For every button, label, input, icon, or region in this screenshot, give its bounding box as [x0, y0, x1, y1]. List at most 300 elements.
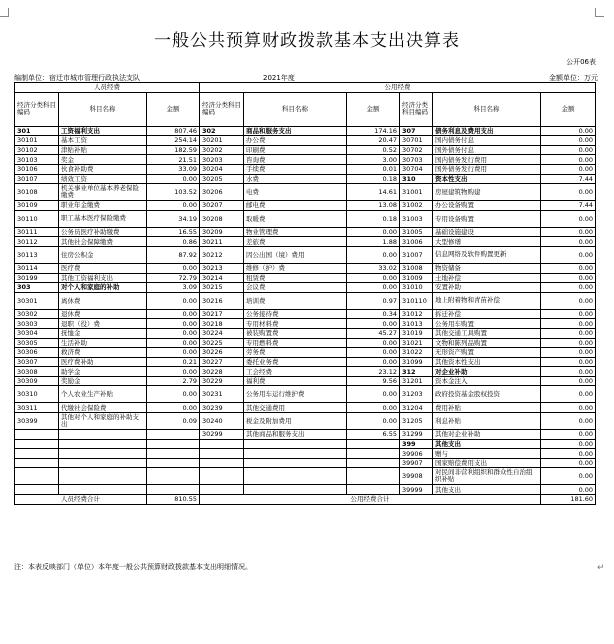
table-row: [15, 145, 596, 155]
table-row: [15, 376, 596, 386]
table-row: [15, 439, 596, 449]
cell-amount: 0.00: [541, 155, 596, 165]
cell-amount: 21.51: [147, 155, 200, 165]
cell-code: 30703: [400, 155, 433, 165]
cell-amount: 0.00: [541, 413, 596, 430]
cell-code: 31006: [400, 237, 433, 247]
cell-amount: 13.08: [347, 201, 400, 211]
cell-code: 30311: [15, 403, 59, 413]
cell-code: 310: [400, 174, 433, 184]
cell-name: 对企业补助: [433, 367, 541, 377]
cell-code: 30206: [200, 184, 244, 201]
cell-name: 物业管理费: [244, 227, 347, 237]
table-row: [15, 449, 596, 459]
cell-amount: 7.44: [541, 174, 596, 184]
cell-amount: 87.92: [147, 246, 200, 263]
cell-code: 30218: [200, 319, 244, 329]
cell-name: 其他支出: [433, 439, 541, 449]
cell-code: 30239: [200, 403, 244, 413]
cell-name: 退职（役）费: [59, 319, 147, 329]
cell-amount: 174.16: [347, 126, 400, 136]
table-row: [15, 468, 596, 485]
cell-name: 代缴社会保险费: [59, 403, 147, 413]
money-unit: 金额单位：万元: [549, 74, 598, 82]
cell-code: 30229: [200, 376, 244, 386]
cell-amount: 72.79: [147, 273, 200, 283]
cell-amount: 0.00: [147, 348, 200, 358]
table-row: [15, 413, 596, 430]
cell-name: 无形资产购置: [433, 348, 541, 358]
public-total-value: 181.60: [541, 495, 596, 505]
personnel-total-value: 810.55: [147, 495, 200, 505]
cell-name: 手续费: [244, 164, 347, 174]
cell-code: [200, 468, 244, 485]
cell-amount: 0.00: [541, 458, 596, 468]
cell-amount: 0.00: [347, 283, 400, 293]
cell-amount: 34.19: [147, 210, 200, 227]
cell-name: 对个人和家庭的补助: [59, 283, 147, 293]
cell-code: 30108: [15, 184, 59, 201]
cell-amount: 0.00: [541, 468, 596, 485]
table-row: [15, 237, 596, 247]
cell-amount: 0.34: [347, 309, 400, 319]
cell-name: 助学金: [59, 367, 147, 377]
cell-name: [244, 449, 347, 459]
cell-amount: 0.00: [541, 367, 596, 377]
cell-name: 伙食补助费: [59, 164, 147, 174]
cell-amount: 0.00: [541, 430, 596, 440]
cell-code: 30106: [15, 164, 59, 174]
cell-name: 其他社会保障缴费: [59, 237, 147, 247]
footnote: 注：本表反映部门（单位）本年度一般公共预算财政拨款基本支出明细情况。: [14, 563, 252, 571]
cell-name: 医疗费补助: [59, 357, 147, 367]
cell-amount: 3.09: [147, 283, 200, 293]
cell-amount: 0.00: [541, 328, 596, 338]
col-econ-code-header: 经济分类科目编码: [15, 92, 59, 126]
cell-name: 机关事业单位基本养老保险缴费: [59, 184, 147, 201]
cell-amount: 0.00: [347, 338, 400, 348]
cell-amount: 0.00: [541, 184, 596, 201]
cell-amount: 103.52: [147, 184, 200, 201]
cell-name: 商品和服务支出: [244, 126, 347, 136]
cell-code: 30240: [200, 413, 244, 430]
cell-name: [244, 485, 347, 495]
cell-name: [59, 468, 147, 485]
cell-code: 39908: [400, 468, 433, 485]
cell-amount: 0.00: [147, 201, 200, 211]
cell-name: 赠与: [433, 449, 541, 459]
cell-amount: 0.00: [147, 328, 200, 338]
cell-amount: [147, 430, 200, 440]
cell-code: 302: [200, 126, 244, 136]
personnel-group-header: 人员经费: [15, 83, 200, 93]
cell-code: 31005: [400, 227, 433, 237]
cell-code: 30309: [15, 376, 59, 386]
cell-code: 30209: [200, 227, 244, 237]
col-amount-header: 金额: [347, 92, 400, 126]
cell-name: 大型修缮: [433, 237, 541, 247]
cell-amount: 0.00: [541, 338, 596, 348]
cell-name: 国外债务付息: [433, 145, 541, 155]
form-number: 公开06表: [566, 58, 596, 66]
cell-name: 公务员医疗补助缴费: [59, 227, 147, 237]
cell-amount: 0.00: [147, 386, 200, 403]
cell-name: 工资福利支出: [59, 126, 147, 136]
cell-code: 30310: [15, 386, 59, 403]
cell-name: [59, 430, 147, 440]
cell-name: 地上附着物和青苗补偿: [433, 292, 541, 309]
table-row: [15, 184, 596, 201]
cell-name: 基础设施建设: [433, 227, 541, 237]
cell-code: 30399: [15, 413, 59, 430]
cell-amount: 0.00: [147, 319, 200, 329]
cell-code: 30702: [400, 145, 433, 155]
crop-mark-right: [595, 8, 604, 17]
cell-amount: 0.00: [347, 348, 400, 358]
cell-name: 利息补贴: [433, 413, 541, 430]
cell-amount: 0.00: [541, 273, 596, 283]
cell-amount: [347, 485, 400, 495]
cell-name: 其他交通费用: [244, 403, 347, 413]
cell-code: 399: [400, 439, 433, 449]
cell-code: 30226: [200, 348, 244, 358]
cell-code: 310110: [400, 292, 433, 309]
cell-name: 印刷费: [244, 145, 347, 155]
table-row: [15, 174, 596, 184]
cell-code: 30102: [15, 145, 59, 155]
cell-name: 资本性支出: [433, 174, 541, 184]
cell-amount: 0.00: [347, 246, 400, 263]
cell-name: [59, 449, 147, 459]
cell-code: 30204: [200, 164, 244, 174]
cell-amount: [147, 485, 200, 495]
cell-name: 委托业务费: [244, 357, 347, 367]
cell-code: 30109: [15, 201, 59, 211]
cell-code: 31009: [400, 273, 433, 283]
cell-code: 30304: [15, 328, 59, 338]
cell-code: 31012: [400, 309, 433, 319]
cell-amount: [147, 439, 200, 449]
cell-code: [200, 485, 244, 495]
cell-code: [15, 458, 59, 468]
cell-code: 30307: [15, 357, 59, 367]
table-row: [15, 283, 596, 293]
table-row: [15, 309, 596, 319]
cell-name: 国外债务发行费用: [433, 164, 541, 174]
cell-amount: [347, 458, 400, 468]
cell-code: 30306: [15, 348, 59, 358]
cell-amount: 0.00: [541, 449, 596, 459]
cell-amount: 0.18: [347, 210, 400, 227]
cell-amount: 0.09: [147, 413, 200, 430]
cell-code: 30227: [200, 357, 244, 367]
cell-name: 救济费: [59, 348, 147, 358]
cell-code: 31022: [400, 348, 433, 358]
cell-name: [244, 468, 347, 485]
cell-name: 维修（护）费: [244, 263, 347, 273]
cell-amount: 0.00: [347, 319, 400, 329]
cell-code: [200, 449, 244, 459]
cell-amount: 0.00: [541, 376, 596, 386]
cell-code: 31204: [400, 403, 433, 413]
cell-code: 31010: [400, 283, 433, 293]
cell-amount: 0.97: [347, 292, 400, 309]
expenditure-table: [14, 82, 595, 505]
cell-code: 30205: [200, 174, 244, 184]
cell-amount: 0.00: [147, 338, 200, 348]
table-row: [15, 348, 596, 358]
cell-amount: 1.88: [347, 237, 400, 247]
cell-code: 30224: [200, 328, 244, 338]
cell-code: 30308: [15, 367, 59, 377]
cell-amount: 33.09: [147, 164, 200, 174]
cell-name: 专用设备购置: [433, 210, 541, 227]
cell-code: 31002: [400, 201, 433, 211]
cell-name: 其他对个人和家庭的补助支出: [59, 413, 147, 430]
cell-code: 30701: [400, 136, 433, 146]
cell-amount: 0.86: [147, 237, 200, 247]
cell-name: 房屋建筑物购建: [433, 184, 541, 201]
cell-name: 个人农业生产补贴: [59, 386, 147, 403]
cell-code: [200, 439, 244, 449]
cell-code: 31201: [400, 376, 433, 386]
cell-code: 31019: [400, 328, 433, 338]
cell-amount: 0.52: [347, 145, 400, 155]
cell-name: 资本金注入: [433, 376, 541, 386]
table-row: [15, 458, 596, 468]
table-row: [15, 227, 596, 237]
cell-name: 差旅费: [244, 237, 347, 247]
cell-name: 其他对企业补助: [433, 430, 541, 440]
cell-code: 30114: [15, 263, 59, 273]
cell-amount: 0.00: [541, 136, 596, 146]
col-econ-code-header: 经济分类科目编码: [400, 92, 433, 126]
cell-amount: 0.00: [147, 367, 200, 377]
cell-name: 工会经费: [244, 367, 347, 377]
cell-name: 会议费: [244, 283, 347, 293]
cell-name: 租赁费: [244, 273, 347, 283]
cell-code: 30299: [200, 430, 244, 440]
cell-amount: 33.02: [347, 263, 400, 273]
cell-code: 31205: [400, 413, 433, 430]
cell-amount: 0.00: [541, 319, 596, 329]
cell-amount: 0.00: [541, 439, 596, 449]
cell-code: 39906: [400, 449, 433, 459]
col-name-header: 科目名称: [59, 92, 147, 126]
cell-name: [59, 485, 147, 495]
cell-name: 因公出国（境）费用: [244, 246, 347, 263]
cell-amount: 14.61: [347, 184, 400, 201]
page-title: 一般公共预算财政拨款基本支出决算表: [154, 31, 460, 51]
column-header-row: [15, 92, 596, 126]
cell-name: 奖金: [59, 155, 147, 165]
cell-code: 30704: [400, 164, 433, 174]
cell-name: 奖励金: [59, 376, 147, 386]
cell-name: 医疗费: [59, 263, 147, 273]
cell-name: 生活补助: [59, 338, 147, 348]
cell-name: 费用补贴: [433, 403, 541, 413]
cell-code: 31007: [400, 246, 433, 263]
cell-code: 30211: [200, 237, 244, 247]
cell-amount: 3.00: [347, 155, 400, 165]
cell-amount: 807.46: [147, 126, 200, 136]
cell-amount: 0.00: [347, 357, 400, 367]
cell-code: 307: [400, 126, 433, 136]
cell-code: 30111: [15, 227, 59, 237]
cell-amount: [147, 458, 200, 468]
cell-code: [15, 485, 59, 495]
table-row: [15, 367, 596, 377]
cell-amount: 182.59: [147, 145, 200, 155]
cell-code: 30212: [200, 246, 244, 263]
cell-amount: 7.44: [541, 201, 596, 211]
cell-code: 30215: [200, 283, 244, 293]
cell-code: 30214: [200, 273, 244, 283]
cell-amount: 0.00: [147, 174, 200, 184]
cell-code: 30303: [15, 319, 59, 329]
col-amount-header: 金额: [147, 92, 200, 126]
cell-name: 办公费: [244, 136, 347, 146]
cell-amount: [347, 449, 400, 459]
cell-amount: 0.18: [347, 174, 400, 184]
table-row: [15, 126, 596, 136]
table-row: [15, 338, 596, 348]
cell-amount: 254.14: [147, 136, 200, 146]
cell-code: 30203: [200, 155, 244, 165]
cell-name: 退休费: [59, 309, 147, 319]
cell-code: 30228: [200, 367, 244, 377]
totals-row: [15, 495, 596, 505]
table-row: [15, 201, 596, 211]
cell-name: 拆迁补偿: [433, 309, 541, 319]
cell-code: 31001: [400, 184, 433, 201]
crop-mark-left: [0, 8, 9, 17]
cell-code: 30201: [200, 136, 244, 146]
cell-amount: [347, 439, 400, 449]
cell-amount: 0.00: [541, 292, 596, 309]
cell-amount: 0.00: [147, 292, 200, 309]
cell-name: 物资储备: [433, 263, 541, 273]
cell-amount: 0.00: [347, 403, 400, 413]
table-row: [15, 246, 596, 263]
table-row: [15, 357, 596, 367]
cell-name: 取暖费: [244, 210, 347, 227]
cell-name: 土地补偿: [433, 273, 541, 283]
cell-code: 39999: [400, 485, 433, 495]
table-row: [15, 155, 596, 165]
compiling-unit: 编制单位：宿迁市城市管理行政执法支队: [14, 74, 140, 82]
cell-amount: 0.00: [347, 227, 400, 237]
cell-code: 30199: [15, 273, 59, 283]
cell-name: 专用燃料费: [244, 338, 347, 348]
cell-code: [15, 439, 59, 449]
cell-code: 31299: [400, 430, 433, 440]
table-row: [15, 210, 596, 227]
cell-code: 39907: [400, 458, 433, 468]
cell-name: 其他交通工具购置: [433, 328, 541, 338]
cell-amount: 0.00: [541, 386, 596, 403]
cell-amount: 0.00: [541, 145, 596, 155]
cell-name: [59, 458, 147, 468]
cell-code: 31013: [400, 319, 433, 329]
cell-amount: 0.00: [347, 386, 400, 403]
cell-name: [244, 439, 347, 449]
cell-code: 30217: [200, 309, 244, 319]
cell-amount: 20.47: [347, 136, 400, 146]
table-row: [15, 430, 596, 440]
col-econ-code-header: 经济分类科目编码: [200, 92, 244, 126]
cell-amount: [147, 468, 200, 485]
table-row: [15, 136, 596, 146]
cell-code: [200, 458, 244, 468]
cell-name: 其他资本性支出: [433, 357, 541, 367]
cell-amount: 0.01: [347, 164, 400, 174]
cell-code: 312: [400, 367, 433, 377]
cell-code: 31008: [400, 263, 433, 273]
cell-amount: 6.55: [347, 430, 400, 440]
col-name-header: 科目名称: [433, 92, 541, 126]
cell-name: 津贴补贴: [59, 145, 147, 155]
cell-code: 30110: [15, 210, 59, 227]
cell-name: 税金及附加费用: [244, 413, 347, 430]
cell-name: 其他支出: [433, 485, 541, 495]
cell-amount: 2.79: [147, 376, 200, 386]
cell-code: 30208: [200, 210, 244, 227]
table-row: [15, 263, 596, 273]
cell-code: 31203: [400, 386, 433, 403]
cell-name: [244, 458, 347, 468]
cell-name: 离休费: [59, 292, 147, 309]
cell-name: 公务接待费: [244, 309, 347, 319]
cell-name: 办公设备购置: [433, 201, 541, 211]
paragraph-mark: ↵: [597, 563, 605, 573]
table-row: [15, 403, 596, 413]
cell-name: 住房公积金: [59, 246, 147, 263]
cell-name: 国家赔偿费用支出: [433, 458, 541, 468]
cell-amount: 0.00: [147, 309, 200, 319]
cell-name: 公务用车运行维护费: [244, 386, 347, 403]
cell-code: 30225: [200, 338, 244, 348]
cell-amount: 45.27: [347, 328, 400, 338]
cell-name: 职工基本医疗保险缴费: [59, 210, 147, 227]
cell-amount: 0.00: [541, 227, 596, 237]
cell-amount: 0.00: [541, 283, 596, 293]
cell-amount: 0.00: [541, 309, 596, 319]
cell-amount: 23.12: [347, 367, 400, 377]
cell-code: 30112: [15, 237, 59, 247]
cell-code: 30301: [15, 292, 59, 309]
cell-name: 安置补助: [433, 283, 541, 293]
cell-name: [59, 439, 147, 449]
cell-code: [15, 468, 59, 485]
cell-code: 30103: [15, 155, 59, 165]
group-header-row: [15, 83, 596, 93]
cell-amount: [147, 449, 200, 459]
cell-code: 30101: [15, 136, 59, 146]
cell-name: 绩效工资: [59, 174, 147, 184]
cell-amount: 0.00: [541, 126, 596, 136]
cell-name: 其他商品和服务支出: [244, 430, 347, 440]
cell-amount: 0.00: [541, 348, 596, 358]
personnel-total-label: 人员经费合计: [15, 495, 147, 505]
cell-name: 国内债务发行费用: [433, 155, 541, 165]
cell-amount: 16.55: [147, 227, 200, 237]
cell-code: 301: [15, 126, 59, 136]
cell-code: 30202: [200, 145, 244, 155]
cell-amount: 0.00: [347, 413, 400, 430]
cell-name: 邮电费: [244, 201, 347, 211]
table-row: [15, 164, 596, 174]
